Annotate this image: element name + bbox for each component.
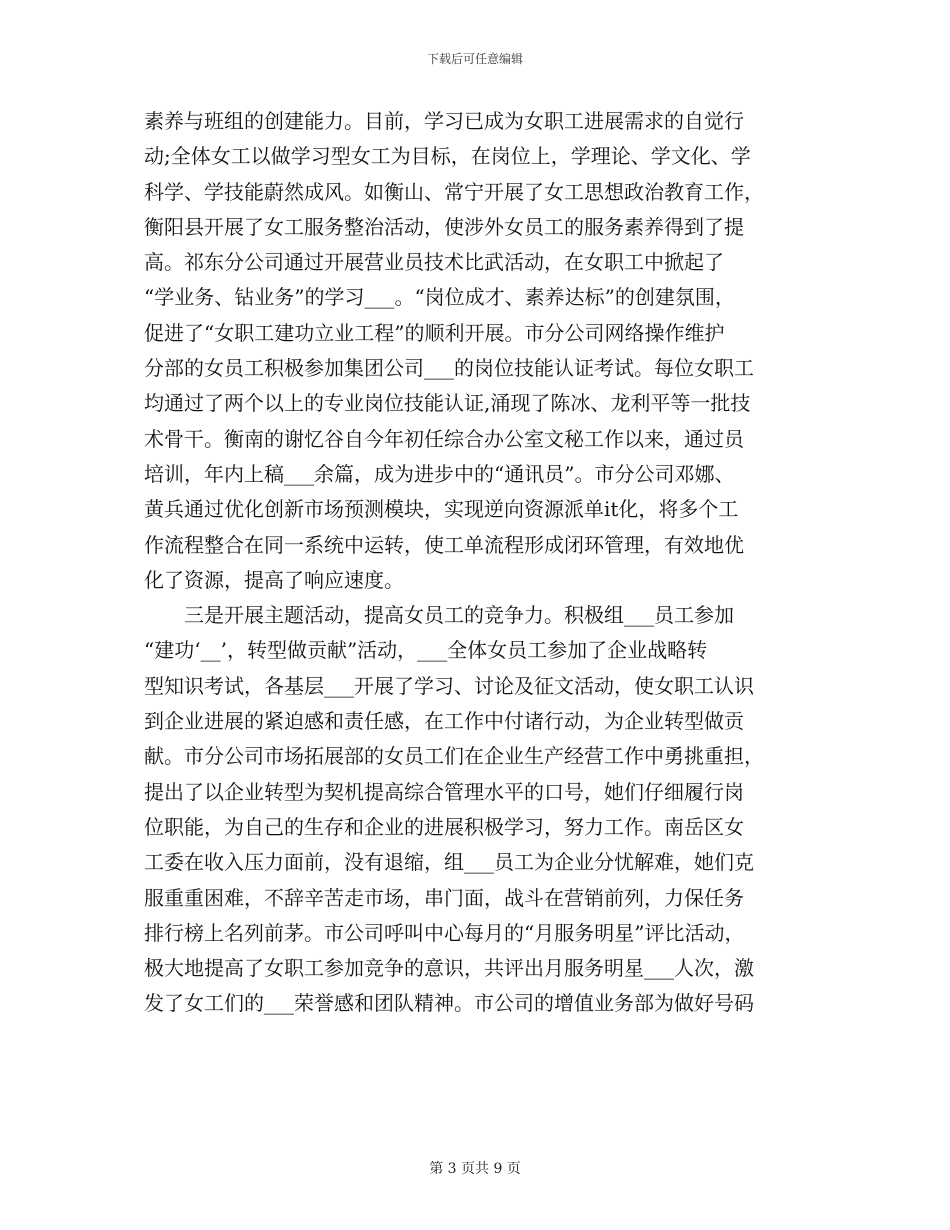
text-line: 促进了“女职工建功立业工程”的顺利开展。市分公司网络操作维护 xyxy=(144,320,725,345)
page-footer: 第 3 页共 9 页 xyxy=(429,1161,521,1177)
text-line: 高。祁东分公司通过开展营业员技术比武活动，在女职工中掀起了 xyxy=(144,250,724,275)
text-line: 培训，年内上稿___余篇，成为进步中的“通讯员”。市分公司邓娜、 xyxy=(144,461,735,486)
text-line: “建功‘__’，转型做贡献”活动，___全体女员工参加了企业战略转 xyxy=(144,638,708,663)
text-line: 排行榜上名列前茅。市公司呼叫中心每月的“月服务明星”评比活动， xyxy=(144,920,745,945)
text-line: 科学、学技能蔚然成风。如衡山、常宁开展了女工思想政治教育工作， xyxy=(144,179,764,204)
text-line: 服重重困难，不辞辛苦走市场，串门面，战斗在营销前列，力保任务 xyxy=(144,885,744,910)
text-line: 献。市分公司市场拓展部的女员工们在企业生产经营工作中勇挑重担， xyxy=(144,744,764,769)
body-text xyxy=(144,104,819,1022)
text-line: 素养与班组的创建能力。目前，学习已成为女职工进展需求的自觉行 xyxy=(144,109,744,133)
text-line: 黄兵通过优化创新市场预测模块，实现逆向资源派单it化，将多个工 xyxy=(144,497,739,522)
text-line: 提出了以企业转型为契机提高综合管理水平的口号，她们仔细履行岗 xyxy=(144,779,744,804)
text-line: 动;全体女工以做学习型女工为目标，在岗位上，学理论、学文化、学 xyxy=(144,144,751,169)
text-line: 分部的女员工积极参加集团公司___的岗位技能认证考试。每位女职工 xyxy=(144,356,754,381)
text-line: 极大地提高了女职工参加竞争的意识，共评出月服务明星___人次，激 xyxy=(144,956,754,981)
page-header: 下载后可任意编辑 xyxy=(426,52,523,66)
paragraph-start-line: 三是开展主题活动，提高女员工的竞争力。积极组___员工参加 xyxy=(144,603,734,628)
text-line: 衡阳县开展了女工服务整治活动，使涉外女员工的服务素养得到了提 xyxy=(144,214,744,239)
text-line: 位职能，为自己的生存和企业的进展积极学习，努力工作。南岳区女 xyxy=(144,814,744,839)
text-line: 到企业进展的紧迫感和责任感，在工作中付诸行动，为企业转型做贡 xyxy=(144,709,744,734)
text-line: 作流程整合在同一系统中运转，使工单流程形成闭环管理，有效地优 xyxy=(144,532,744,557)
text-line: 发了女工们的___荣誉感和团队精神。市公司的增值业务部为做好号码 xyxy=(144,991,754,1016)
text-line: 均通过了两个以上的专业岗位技能认证,涌现了陈冰、龙利平等一批技 xyxy=(144,391,751,416)
text-line: 术骨干。衡南的谢忆谷自今年初任综合办公室文秘工作以来，通过员 xyxy=(144,426,744,451)
text-line: 型知识考试，各基层___开展了学习、讨论及征文活动，使女职工认识 xyxy=(144,673,754,698)
text-line: 化了资源，提高了响应速度。 xyxy=(144,567,404,592)
text-line: 工委在收入压力面前，没有退缩，组___员工为企业分忧解难，她们克 xyxy=(144,850,754,875)
text-line: “学业务、钻业务”的学习___。“岗位成才、素养达标”的创建氛围， xyxy=(144,285,735,310)
